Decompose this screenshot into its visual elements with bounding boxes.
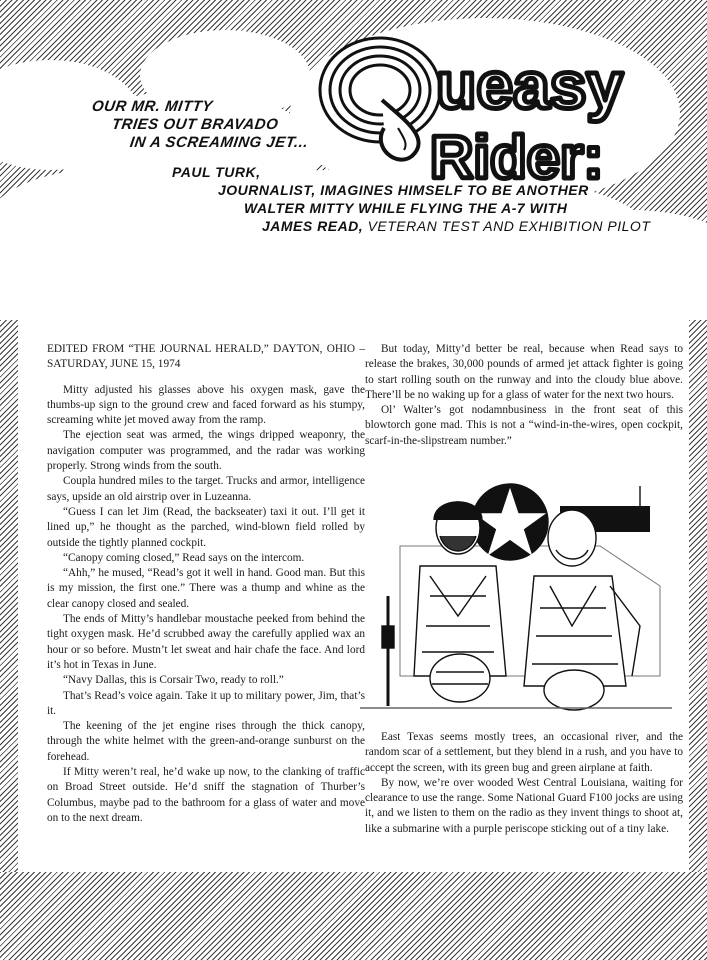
kicker-line-3: IN A SCREAMING JET... [128,134,310,151]
byline-line-3 [262,218,650,234]
paragraph: “Canopy coming closed,” Read says on the intercom. [63,551,305,564]
title-letters-ueasy [436,48,623,122]
tongue-q-logo [320,38,440,160]
paragraph: “Navy Dallas, this is Corsair Two, ready to roll.” [63,674,284,687]
byline-pilot-name: JAMES READ, [262,218,364,234]
article-right-column-bottom [365,730,683,837]
title-queasy-rider [312,28,657,188]
byline-pilot-desc: VETERAN TEST AND EXHIBITION PILOT [363,218,651,234]
paragraph: But today, Mitty’d better be real, because when Read says to release the brakes, 30,000 pounds of armed jet attack fighter is going to start rolling south on the runway and into the cloudy blue above. There’ll be no waking up for a glass of water for the next two hours. [365,343,683,401]
byline-line-2: WALTER MITTY WHILE FLYING THE A-7 WITH [244,200,568,216]
kicker-line-1: OUR MR. MITTY [90,98,214,115]
byline-author-name: PAUL TURK, [172,164,261,180]
left-hatch-border [0,320,18,880]
paragraph: Coupla hundred miles to the target. Trucks and armor, intelligence says, upside an old airstrip over in Luzeanna. [47,475,365,503]
paragraph: By now, we’re over wooded West Central Louisiana, waiting for clearance to use the range. Some National Guard F100 jocks are using it, and we listen to them on the radio as they invent things to shoot at, like a submarine with a purple periscope sticking out of a tiny lake. [365,776,683,835]
title-word-ueasy: ueasy [436,48,624,122]
paragraph: Mitty adjusted his glasses above his oxygen mask, gave the thumbs-up sign to the ground crew and faced forward as his stumpy, screaming white jet moved away from the ramp. [47,383,365,427]
star-insignia-icon [472,484,548,560]
paragraph: East Texas seems mostly trees, an occasional river, and the random scar of a settlement, but they blend in a rush, and you have to accept the screen, with its green bug and green airplane at faith. [365,731,683,774]
byline-line-1: JOURNALIST, IMAGINES HIMSELF TO BE ANOTHER [218,182,589,198]
bottom-hatch-border [0,872,707,960]
right-hatch-border [689,320,707,880]
kicker-line-2: TRIES OUT BRAVADO [110,116,280,133]
paragraph: Ol’ Walter’s got nodamnbusiness in the front seat of this blowtorch gone mad. This is not a “wind-in-the-wires, open cockpit, scarf-in-the-slipstream number.” [365,404,683,447]
pilots-illustration [360,476,672,724]
paragraph: The ends of Mitty’s handlebar moustache peeked from behind the tight oxygen mask. He’d scrubbed away the carefully applied wax an hour or so before. Mustn’t let sweat and hair chafe the face. And lord it’s hot in Texas in June. [47,613,365,671]
article-left-column [47,342,365,826]
paragraph: The ejection seat was armed, the wings dripped weaponry, the navigation computer was programmed, and the radar was working properly. Strong winds from the south. [47,429,365,473]
paragraph: That’s Read’s voice again. Take it up to military power, Jim, that’s it. [47,689,365,717]
article-right-column-top [365,342,683,449]
paragraph: The keening of the jet engine rises through the thick canopy, through the white helmet with the green-and-orange sunburst on the forehead. [47,720,365,763]
title-word-rider: Rider: [430,124,604,188]
source-line: EDITED FROM “THE JOURNAL HERALD,” DAYTON, OHIO – SATURDAY, JUNE 15, 1974 [47,343,365,371]
paragraph: “Ahh,” he mused, “Read’s got it well in hand. Good man. But this is my mission, the first one.” There was a thump and whine as the clear canopy closed and sealed. [47,567,365,610]
paragraph: If Mitty weren’t real, he’d wake up now, to the clanking of traffic on Broad Street outside. He’d sniff the stagnation of Thurber’s Columbus, maybe pad to the bathroom for a glass of water and move on to the next dream. [47,766,365,824]
paragraph: “Guess I can let Jim (Read, the backseater) taxi it out. I’ll get it lined up,” he thought as the parched, wind-blown field rolled by outside the tightly planned cockpit. [47,505,365,549]
